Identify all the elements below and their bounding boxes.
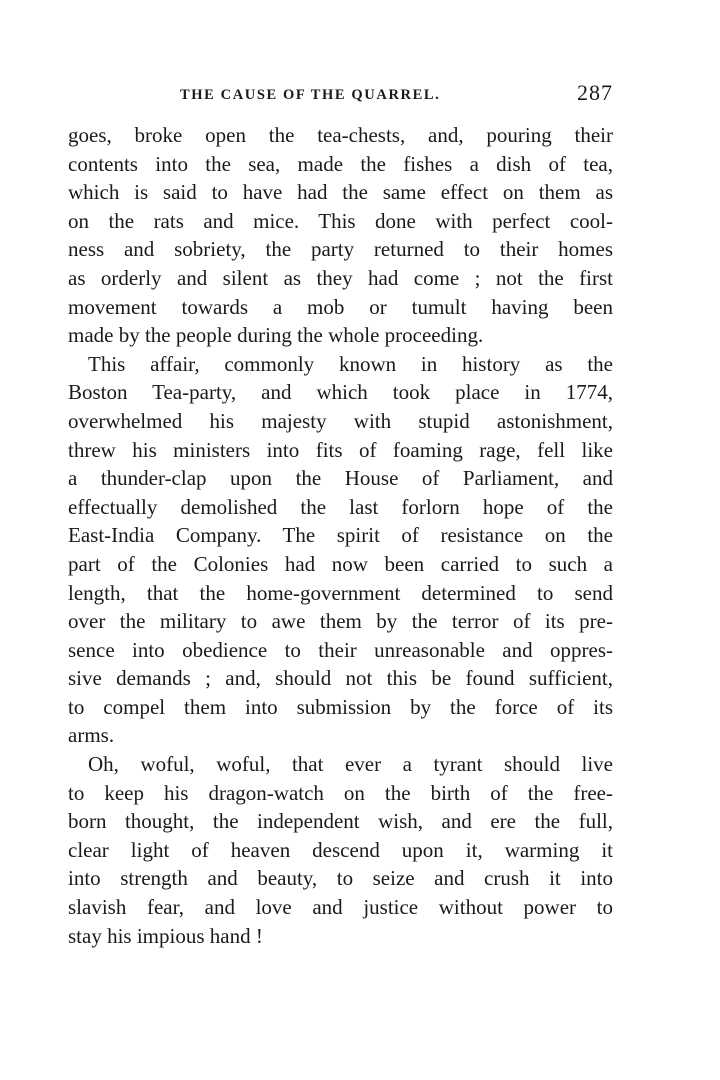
- text-line: as orderly and silent as they had come ; not the first: [68, 265, 613, 290]
- text-line: to compel them into submission by the force of its: [68, 694, 613, 719]
- text-line: a thunder-clap upon the House of Parliament, and: [68, 466, 613, 491]
- text-line: overwhelmed his majesty with stupid astonishment,: [68, 408, 613, 433]
- text-line: over the military to awe them by the terror of its pre-: [68, 609, 613, 634]
- text-line: which is said to have had the same effect on them as: [68, 180, 613, 205]
- page-number: 287: [577, 80, 613, 105]
- text-line: made by the people during the whole proceeding.: [68, 323, 484, 348]
- text-line: Boston Tea-party, and which took place in 1774,: [68, 380, 613, 405]
- text-line: ness and sobriety, the party returned to their homes: [68, 237, 613, 262]
- text-line: part of the Colonies had now been carried to such a: [68, 551, 613, 576]
- text-line: length, that the home-government determined to send: [68, 580, 613, 605]
- text-line: Oh, woful, woful, that ever a tyrant should live: [88, 752, 613, 777]
- text-line: goes, broke open the tea-chests, and, pouring their: [68, 123, 613, 147]
- text-line: effectually demolished the last forlorn hope of the: [68, 494, 613, 519]
- text-line: East-India Company. The spirit of resistance on the: [68, 523, 613, 548]
- text-line: This affair, commonly known in history as the: [88, 351, 613, 376]
- running-title: THE CAUSE OF THE QUARREL.: [180, 87, 441, 103]
- text-line: threw his ministers into fits of foaming rage, fell like: [68, 437, 613, 462]
- page-header: [68, 82, 613, 108]
- text-line: born thought, the independent wish, and ere the full,: [68, 809, 613, 834]
- text-line: slavish fear, and love and justice without power to: [68, 895, 613, 920]
- text-line: stay his impious hand !: [68, 923, 263, 948]
- body-text: [68, 121, 613, 950]
- text-line: sive demands ; and, should not this be found sufficient,: [68, 666, 613, 691]
- text-line: contents into the sea, made the fishes a dish of tea,: [68, 151, 613, 176]
- text-line: movement towards a mob or tumult having been: [68, 294, 613, 319]
- text-line: into strength and beauty, to seize and crush it into: [68, 866, 613, 891]
- text-line: on the rats and mice. This done with perfect cool-: [68, 208, 613, 233]
- text-line: to keep his dragon-watch on the birth of the free-: [68, 780, 613, 805]
- text-line: sence into obedience to their unreasonable and oppres-: [68, 637, 613, 662]
- text-line: arms.: [68, 723, 115, 748]
- text-line: clear light of heaven descend upon it, warming it: [68, 837, 613, 862]
